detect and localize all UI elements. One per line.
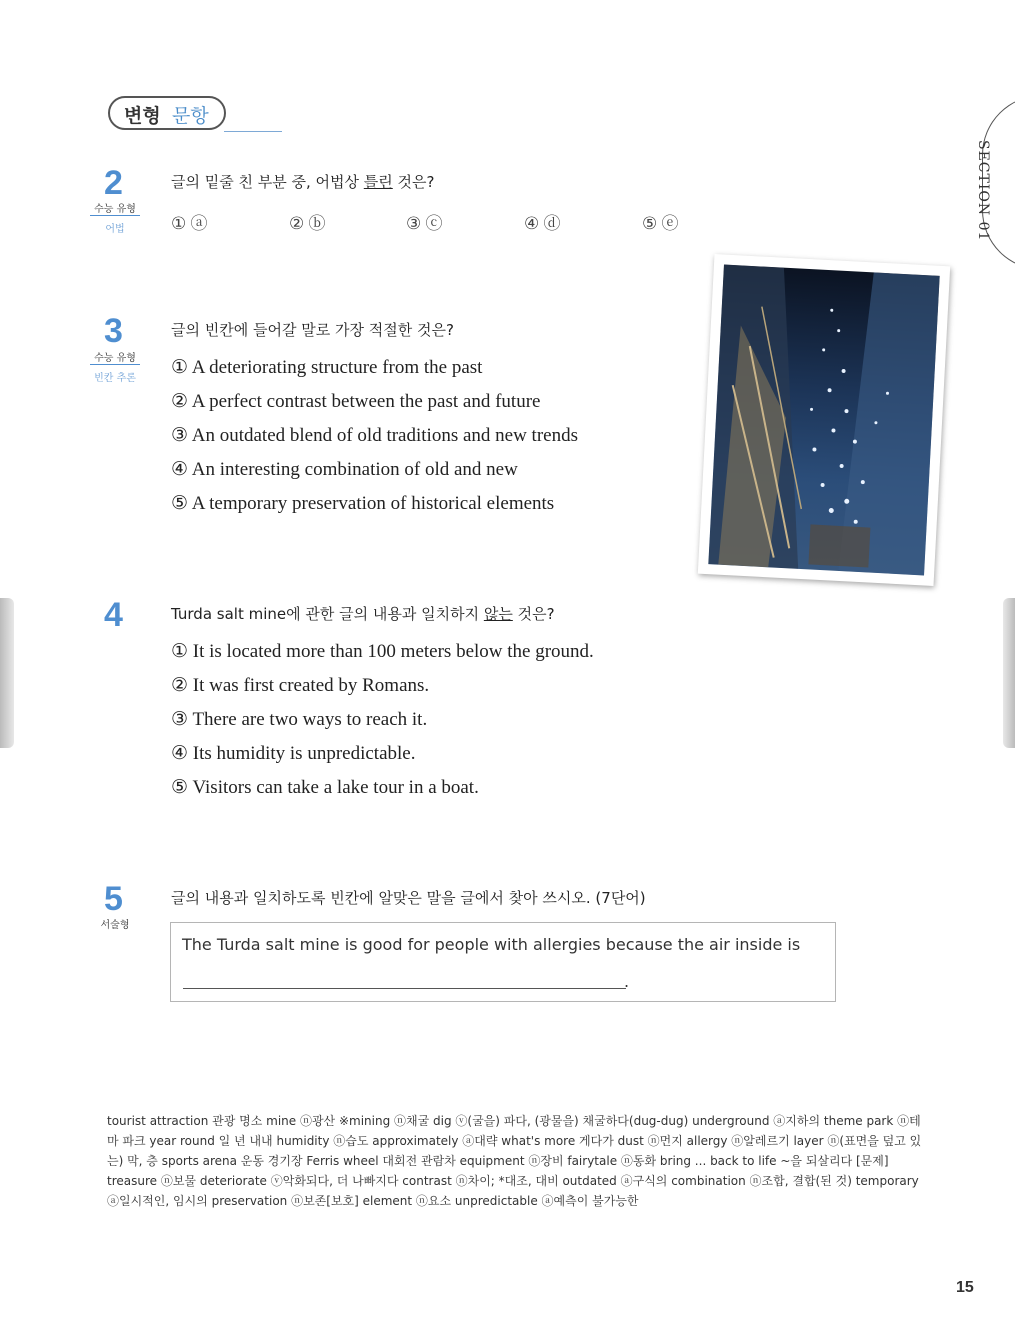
q5-number: 5 [104, 880, 123, 918]
left-page-tab [0, 598, 14, 748]
q2-option-4[interactable]: ④ ⓓ [524, 214, 561, 233]
right-page-tab [1003, 598, 1015, 748]
q4-prompt: Turda salt mine에 관한 글의 내용과 일치하지 않는 것은? [171, 605, 555, 623]
q5-type: 서술형 [100, 920, 130, 931]
q3-rule [90, 364, 140, 365]
q2-subtype: 어법 [105, 224, 125, 235]
section-side-label: SECTION 01 [975, 140, 991, 242]
q3-number: 3 [104, 312, 123, 350]
q2-number: 2 [104, 164, 123, 202]
q3-type: 수능 유형 [94, 353, 136, 364]
q2-rule [90, 215, 140, 216]
salt-mine-photo [698, 254, 950, 586]
q5-answer-period: . [624, 972, 630, 991]
vocabulary-list: tourist attraction 관광 명소 mine ⓝ광산 ※mining ⓝ채굴 dig ⓥ(굴을) 파다, (광물을) 채굴하다(dug-dug) underground ⓐ지하의 theme park ⓝ테마 파크 year round 일 년 내내 humidity ⓝ습도 approximately ⓐ대략 what's more 게다가 dust ⓝ먼지 allergy ⓝ알레르기 layer ⓝ(표면을 덮고 있는) 막, 층 sports arena 운동 경기장 Ferris wheel 대회전 관람차 equipment ⓝ장비 fairytale ⓝ동화 bring ... back to life ~을 되살리다 [문제] treasure ⓝ보물 deteriorate ⓥ악화되다, 더 나빠지다 contrast ⓝ차이; *대조, 대비 outdated ⓐ구식의 combination ⓝ조합, 결합(된 것) temporary ⓐ일시적인, 임시의 preservation ⓝ보존[보호] element ⓝ요소 unpredictable ⓐ예측이 불가능한 [107, 1114, 922, 1208]
q5-answer-sentence: The Turda salt mine is good for people with allergies because the air inside is [182, 935, 801, 954]
salt-mine-photo-image [708, 265, 939, 576]
q5-answer-box [170, 922, 836, 1002]
q3-option-4[interactable]: ④ An interesting combination of old and new [171, 459, 518, 480]
q5-answer-blank[interactable] [183, 988, 626, 989]
q3-subtype: 빈칸 추론 [94, 373, 136, 384]
q3-option-3[interactable]: ③ An outdated blend of old traditions and new trends [171, 425, 578, 446]
q3-option-1[interactable]: ① A deteriorating structure from the past [171, 357, 483, 378]
q2-prompt: 글의 밑줄 친 부분 중, 어법상 틀린 것은? [171, 173, 435, 191]
q4-option-1[interactable]: ① It is located more than 100 meters below the ground. [171, 641, 594, 662]
q2-option-3[interactable]: ③ ⓒ [406, 214, 443, 233]
q4-option-5[interactable]: ⑤ Visitors can take a lake tour in a boat. [171, 777, 479, 798]
salt-mine-illustration [708, 265, 939, 576]
section-title-part1: 변형 [124, 105, 161, 127]
page-number: 15 [956, 1279, 974, 1296]
q3-option-5[interactable]: ⑤ A temporary preservation of historical elements [171, 493, 555, 514]
q3-prompt: 글의 빈칸에 들어갈 말로 가장 적절한 것은? [171, 321, 454, 339]
q2-type: 수능 유형 [94, 204, 136, 215]
q2-option-2[interactable]: ② ⓑ [289, 214, 326, 233]
q4-option-2[interactable]: ② It was first created by Romans. [171, 675, 430, 696]
q3-option-2[interactable]: ② A perfect contrast between the past and future [171, 391, 541, 412]
section-title-part2: 문항 [172, 105, 209, 127]
title-underline [224, 131, 282, 132]
q4-option-4[interactable]: ④ Its humidity is unpredictable. [171, 743, 416, 764]
q2-option-1[interactable]: ① ⓐ [171, 214, 208, 233]
section-title [108, 96, 226, 130]
q4-option-3[interactable]: ③ There are two ways to reach it. [171, 709, 428, 730]
q2-option-5[interactable]: ⑤ ⓔ [642, 214, 679, 233]
q5-prompt: 글의 내용과 일치하도록 빈칸에 알맞은 말을 글에서 찾아 쓰시오. (7단어) [171, 889, 646, 907]
q4-number: 4 [104, 596, 123, 634]
